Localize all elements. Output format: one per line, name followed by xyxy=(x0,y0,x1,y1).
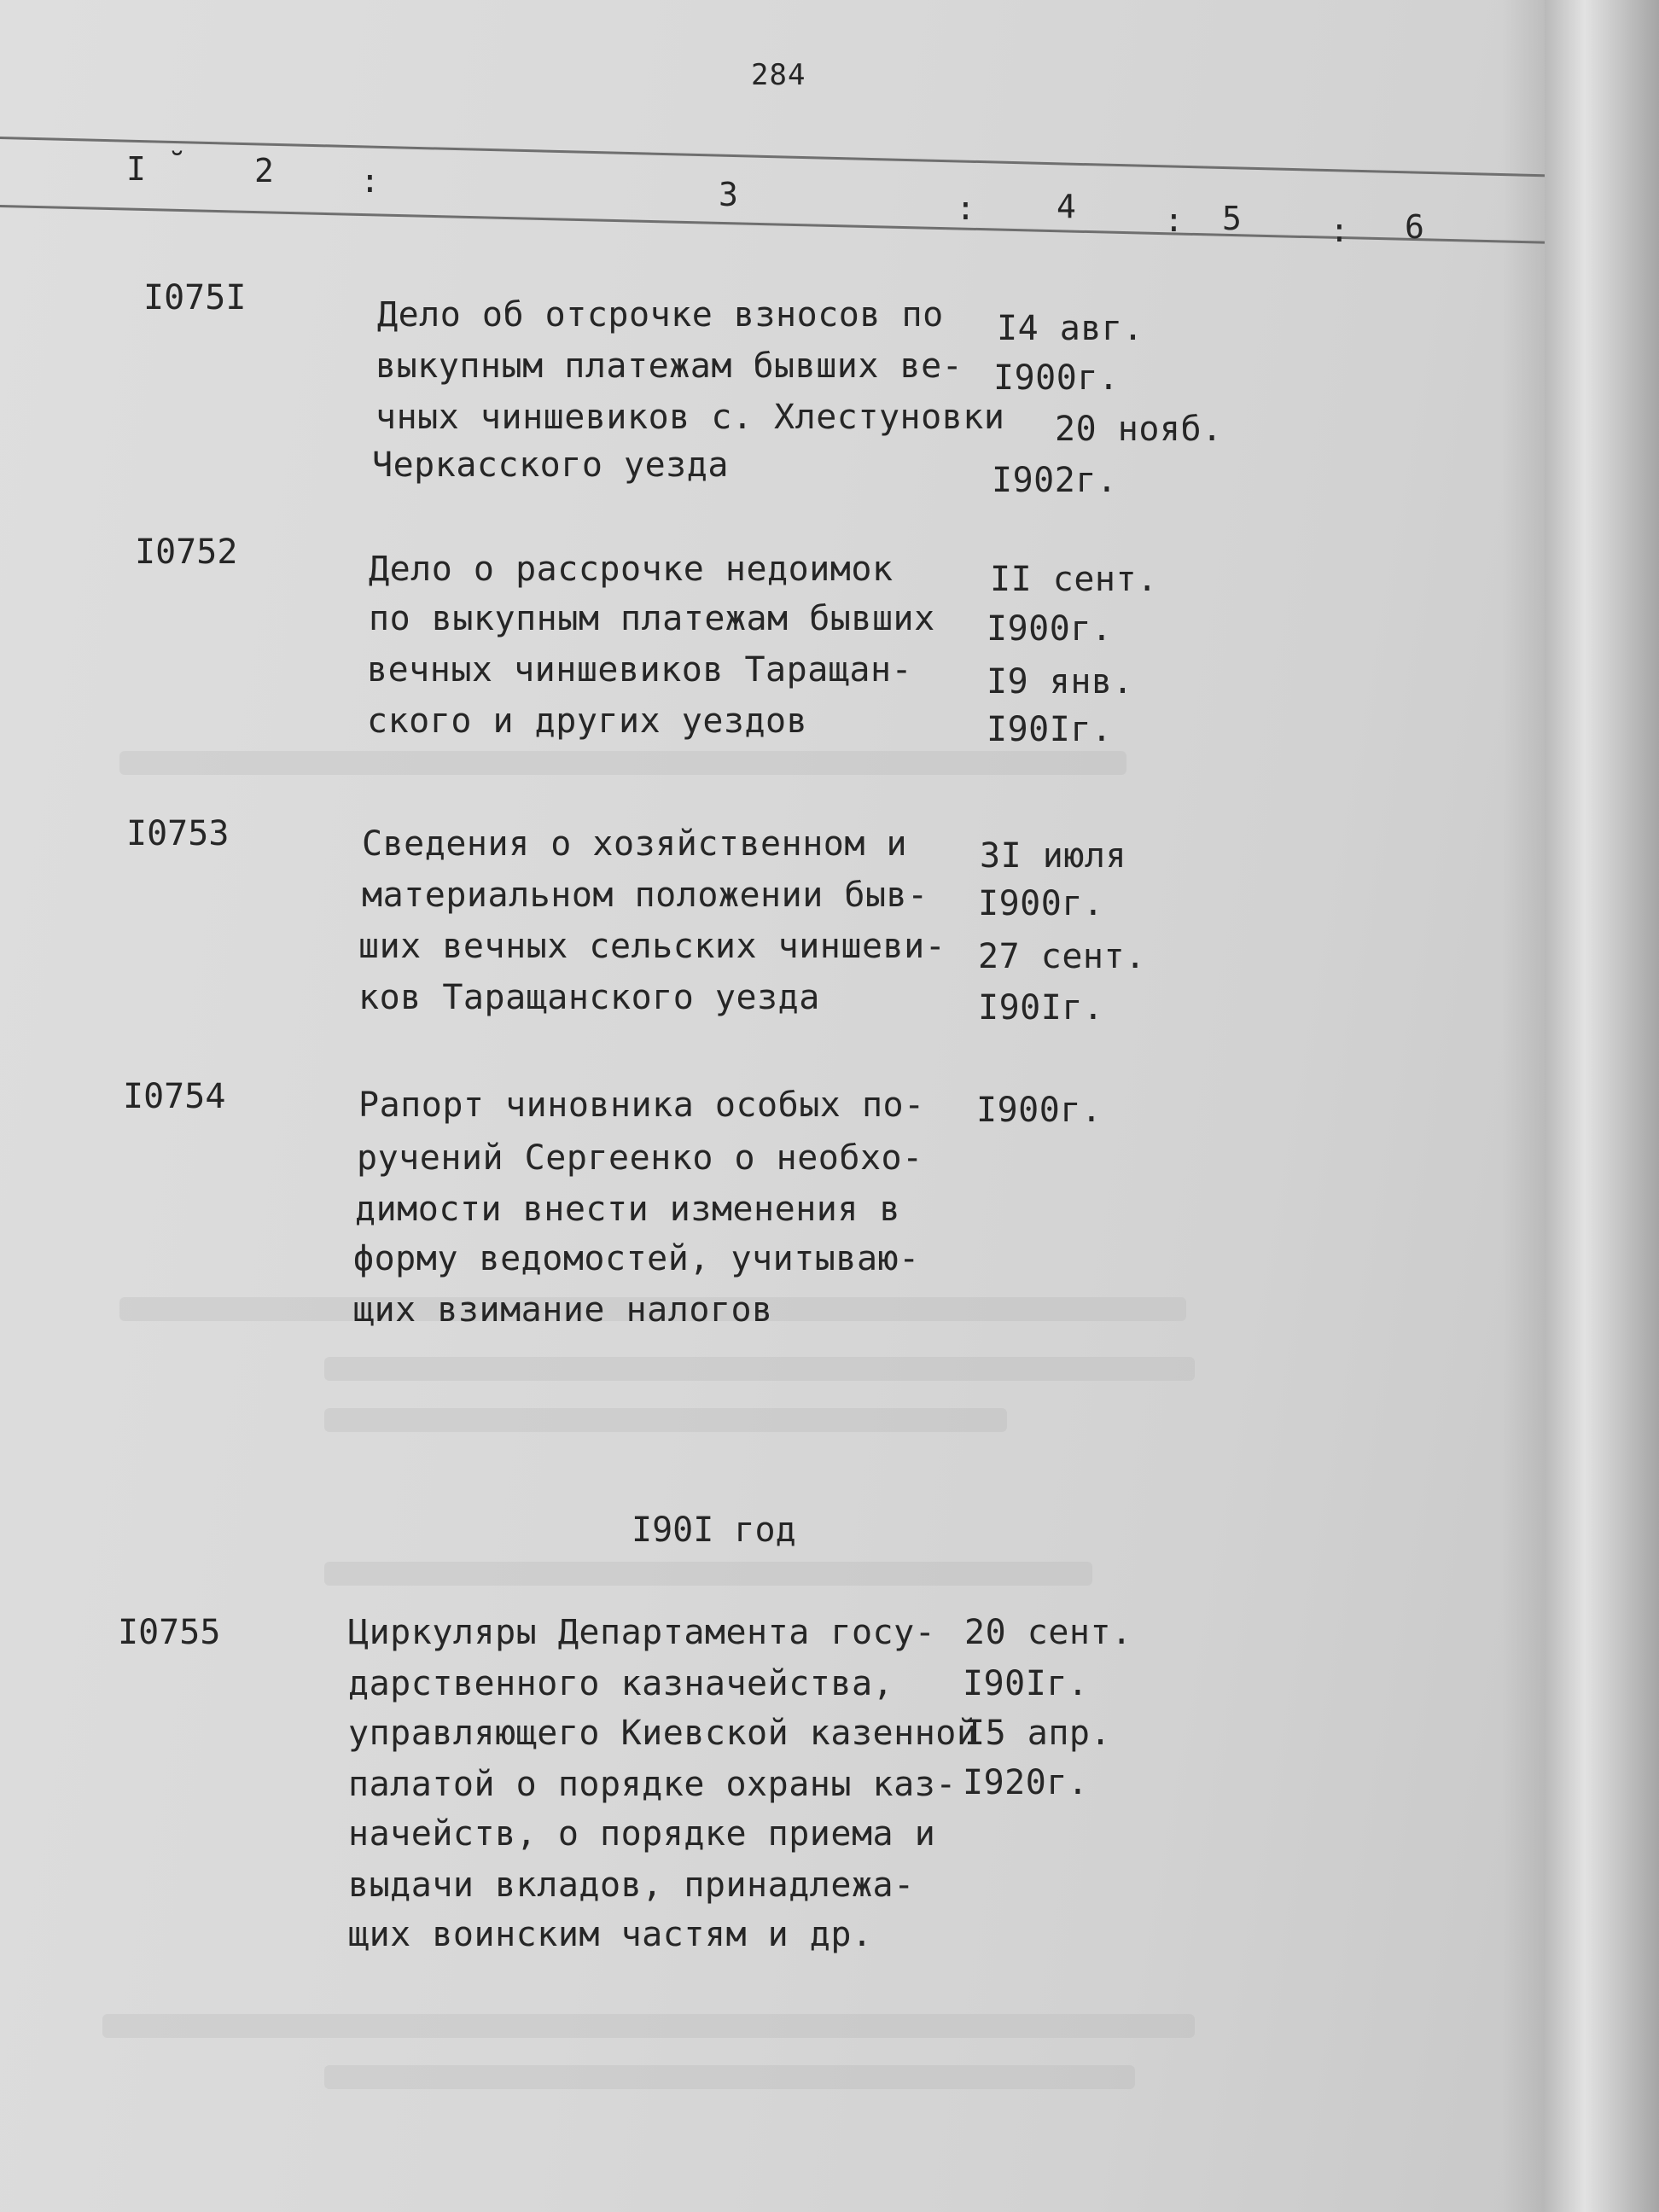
entry-number: I0755 xyxy=(118,1613,221,1652)
bleed-through-mark xyxy=(119,751,1126,775)
entry-date: I9 янв. xyxy=(987,662,1134,701)
entry-date: I920г. xyxy=(963,1763,1089,1802)
entry-title-line: форму ведомостей, учитываю- xyxy=(353,1239,920,1278)
bleed-through-mark xyxy=(324,2065,1135,2089)
entry-date: 3I июля xyxy=(980,836,1127,876)
entry-date: I90Iг. xyxy=(978,988,1104,1027)
entry-number: I0754 xyxy=(123,1077,226,1116)
entry-title-line: щих взимание налогов xyxy=(353,1290,773,1330)
entry-date: II сент. xyxy=(990,560,1158,599)
entry-title-line: дарственного казначейства, xyxy=(348,1664,894,1703)
entry-title-line: начейств, о порядке приема и xyxy=(348,1814,936,1854)
header-rule-top xyxy=(0,137,1561,178)
entry-number: I0752 xyxy=(135,533,238,572)
page-stack-edge xyxy=(1545,0,1659,2212)
entry-date: I900г. xyxy=(976,1091,1103,1130)
column-separator: : xyxy=(956,189,975,227)
entry-title-line: материальном положении быв- xyxy=(362,876,928,915)
column-header: 4 xyxy=(1057,188,1076,225)
column-separator: : xyxy=(360,162,380,200)
entry-title-line: Дело об отсрочке взносов по xyxy=(377,295,944,335)
header-rule-bottom xyxy=(0,205,1561,244)
column-header: I xyxy=(126,150,146,188)
entry-date: I900г. xyxy=(993,358,1120,398)
entry-number: I0753 xyxy=(126,814,230,853)
entry-title-line: палатой о порядке охраны каз- xyxy=(348,1765,957,1804)
bleed-through-mark xyxy=(102,2014,1195,2038)
entry-title-line: Циркуляры Департамента госу- xyxy=(348,1613,936,1652)
entry-title-line: Черкасского уезда xyxy=(372,445,729,485)
entry-title-line: димости внести изменения в xyxy=(355,1190,901,1229)
entry-date: 20 сент. xyxy=(964,1613,1132,1652)
bleed-through-mark xyxy=(324,1357,1195,1381)
year-heading: I90I год xyxy=(632,1511,796,1550)
column-header: 2 xyxy=(254,152,274,189)
entry-title-line: Рапорт чиновника особых по- xyxy=(358,1086,925,1125)
entry-title-line: ручений Сергеенко о необхо- xyxy=(357,1138,923,1178)
column-header: 5 xyxy=(1222,200,1242,237)
column-separator: : xyxy=(1330,212,1349,249)
entry-number: I075I xyxy=(143,278,247,317)
entry-date: I90Iг. xyxy=(963,1664,1089,1703)
entry-date: I902г. xyxy=(992,461,1118,500)
entry-title-line: ков Таращанского уезда xyxy=(358,978,820,1017)
entry-date: 20 нояб. xyxy=(1055,410,1223,449)
entry-title-line: щих воинским частям и др. xyxy=(348,1915,873,1954)
entry-title-line: ших вечных сельских чиншеви- xyxy=(358,927,946,966)
entry-title-line: управляющего Киевской казенной xyxy=(348,1714,978,1753)
entry-date: I4 авг. xyxy=(997,309,1144,348)
entry-date: I900г. xyxy=(978,884,1104,923)
column-header: 3 xyxy=(719,176,738,213)
page-number: 284 xyxy=(751,58,806,92)
entry-title-line: ского и других уездов xyxy=(367,701,808,741)
entry-date: I900г. xyxy=(987,609,1113,649)
entry-title-line: выкупным платежам бывших ве- xyxy=(375,346,963,386)
entry-title-line: выдачи вкладов, принадлежа- xyxy=(348,1866,915,1905)
entry-title-line: Дело о рассрочке недоимок xyxy=(369,550,894,589)
entry-date: I5 апр. xyxy=(964,1714,1112,1753)
column-separator: : xyxy=(1164,201,1184,239)
entry-date: 27 сент. xyxy=(978,937,1146,976)
entry-title-line: Сведения о хозяйственном и xyxy=(362,824,908,864)
entry-title-line: чных чиншевиков с. Хлестуновки xyxy=(375,398,1005,437)
entry-title-line: по выкупным платежам бывших xyxy=(369,599,935,638)
column-header: 6 xyxy=(1405,208,1424,246)
bleed-through-mark xyxy=(324,1562,1092,1586)
bleed-through-mark xyxy=(324,1408,1007,1432)
entry-date: I90Iг. xyxy=(987,710,1113,749)
entry-title-line: вечных чиншевиков Таращан- xyxy=(367,650,913,690)
